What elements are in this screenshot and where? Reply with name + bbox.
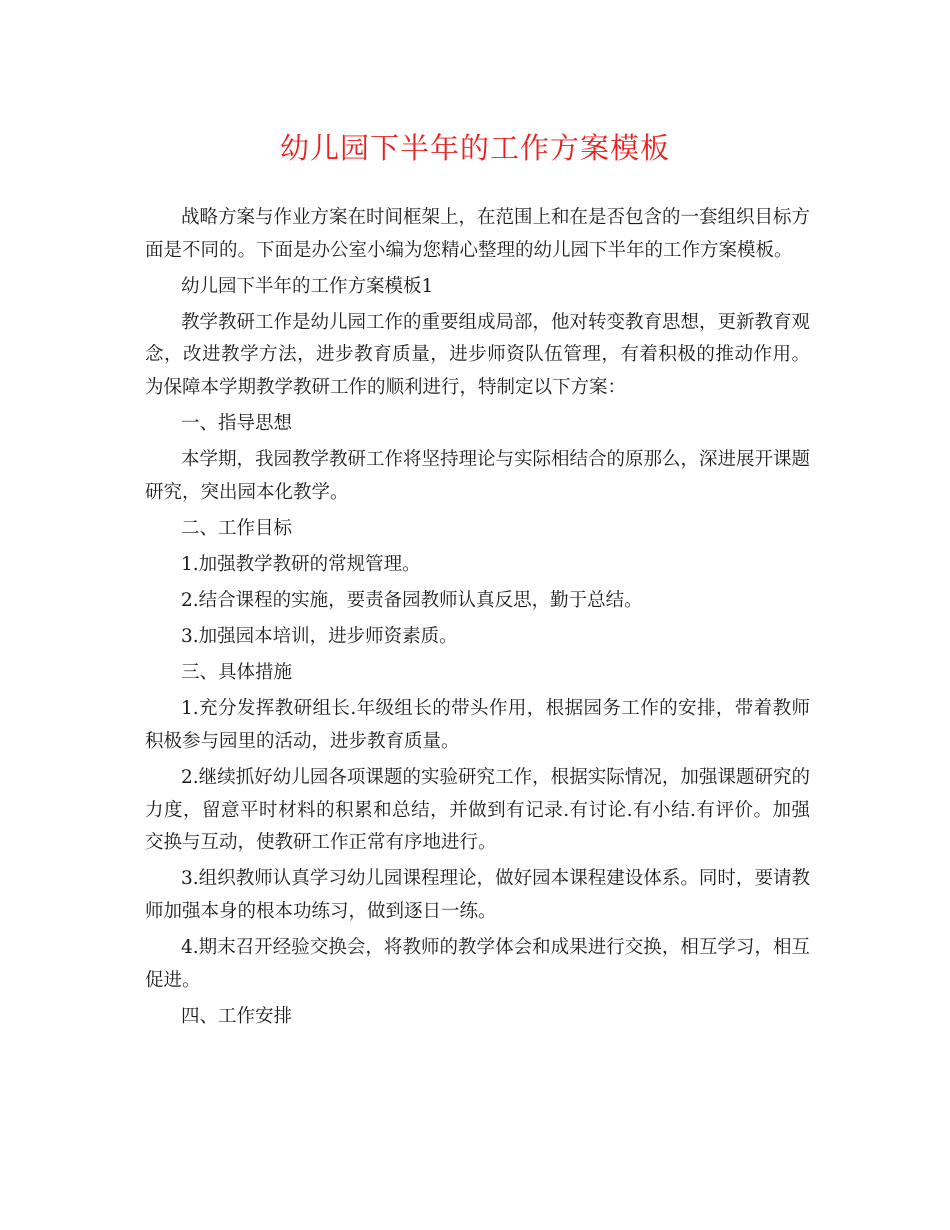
paragraph: 二、工作目标 <box>181 517 293 539</box>
paragraph: 三、具体措施 <box>181 662 293 684</box>
paragraph: 幼儿园下半年的工作方案模板1 <box>181 275 434 297</box>
paragraph: 四、工作安排 <box>181 1005 293 1027</box>
paragraph: 3.组织教师认真学习幼儿园课程理论，做好园本课程建设体系。同时，要请教师加强本身的根本功练习，做到逐日一练。 <box>145 868 810 922</box>
paragraph: 2.结合课程的实施，要责备园教师认真反思，勤于总结。 <box>181 590 643 612</box>
paragraph: 战略方案与作业方案在时间框架上，在范围上和在是否包含的一套组织目标方面是不同的。下面是办公室小编为您精心整理的幼儿园下半年的工作方案模板。 <box>145 207 811 261</box>
paragraph: 教学教研工作是幼儿园工作的重要组成局部，他对转变教育思想，更新教育观念，改进教学方法，进步教育质量，进步师资队伍管理，有着积极的推动作用。为保障本学期教学教研工作的顺利进行，特制定以下方案： <box>145 311 811 398</box>
paragraph: 2.继续抓好幼儿园各项课题的实验研究工作，根据实际情况，加强课题研究的力度，留意平时材料的积累和总结，并做到有记录.有讨论.有小结.有评价。加强交换与互动，使教研工作正常有序地进行。 <box>145 767 810 854</box>
paragraph: 1.加强教学教研的常规管理。 <box>181 553 421 575</box>
document-body <box>145 202 810 1037</box>
paragraph: 本学期，我园教学教研工作将坚持理论与实际相结合的原那么，深进展开课题研究，突出园本化教学。 <box>145 449 811 503</box>
paragraph: 一、指导思想 <box>181 413 293 435</box>
document-title: 幼儿园下半年的工作方案模板 <box>279 131 670 165</box>
paragraph: 4.期末召开经验交换会，将教师的教学体会和成果进行交换，相互学习，相互促进。 <box>145 936 810 991</box>
paragraph: 1.充分发挥教研组长.年级组长的带头作用，根据园务工作的安排，带着教师积极参与园里的活动，进步教育质量。 <box>145 698 810 752</box>
paragraph: 3.加强园本培训，进步师资素质。 <box>181 626 458 648</box>
